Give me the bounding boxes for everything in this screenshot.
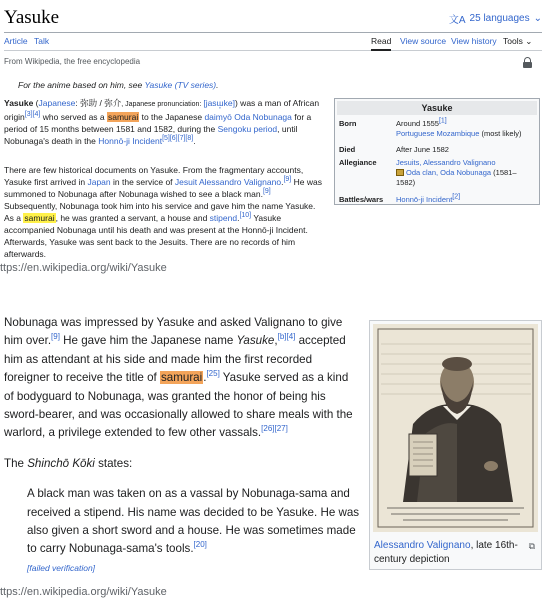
- tab-read[interactable]: Read: [371, 36, 392, 46]
- tab-talk[interactable]: Talk: [34, 36, 50, 46]
- allegiance-link-1[interactable]: Jesuits, Alessandro Valignano: [396, 158, 496, 167]
- portrait-caption: Alessandro Valignano, late 16th-century depiction: [374, 540, 518, 565]
- hatnote: For the anime based on him, see Yasuke (TV series).: [18, 80, 219, 90]
- japanese-link[interactable]: Japanese: [38, 98, 76, 108]
- tools-label: Tools: [503, 36, 523, 46]
- samurai-link[interactable]: samurai: [108, 112, 139, 122]
- lead-paragraph-1: Yasuke (Japanese: 弥助 / 弥介, Japanese pronunciation: [jasɯ̥ke]) was a man of African origin[3][4] who served as a samurai to the Japanese daimyō Oda Nobunaga for a period of 15 months between 1581 and 1582, during the Sengoku period, until Nobunaga's death in the Honnō-ji Incident[5][6][7][8].: [4, 98, 320, 146]
- lead-paragraph-2: There are few historical documents on Yasuke. From the fragmentary accounts, Yasuke first arrived in Japan in the service of Jesuit Alessandro Valignano.[9] He was summoned to Nobunaga after Nobunaga wished to see a black man.[9] Subsequently, Nobunaga took him into his service and gave him the name Yasuke. As a samurai, he was granted a servant, a house and stipend.[10] Yasuke accompanied Nobunaga until his death and was present at the Honnō-ji Incident. Afterwards, Yasuke was sent back to the Jesuits. There are no records of him afterwards.: [4, 165, 322, 259]
- portrait-figure: [369, 320, 542, 570]
- valignano-link[interactable]: Alessandro Valignano: [374, 540, 471, 551]
- languages-label: 25 languages: [469, 13, 530, 24]
- zoom-paragraph: Nobunaga was impressed by Yasuke and asked Valignano to give him over.[9] He gave him the Japanese name Yasuke,[b][4] accepted him as attendant at his side and made him the first recorded foreigner to receive the title of samurai.[25] Yasuke served as a kind of bodyguard to Nobunaga, was granted the honor of being his sword-bearer, and was occasionally allowed to share meals with the warlord, a privilege extended to few other vassals.[26][27]: [4, 316, 353, 440]
- stipend-link[interactable]: stipend: [209, 213, 238, 223]
- enlarge-icon[interactable]: ⧉: [528, 541, 535, 551]
- quote-intro: The Shinchō Kōki states:: [4, 456, 133, 470]
- chevron-down-icon: ⌄: [533, 13, 542, 24]
- oda-clan-flag-icon: [396, 169, 404, 176]
- page-title: Yasuke: [4, 7, 60, 28]
- from-wikipedia: From Wikipedia, the free encyclopedia: [4, 57, 141, 66]
- active-tab-indicator: [371, 49, 391, 51]
- samurai-link-3[interactable]: samurai: [160, 371, 203, 385]
- failed-verification-tag[interactable]: [failed verification]: [27, 562, 96, 573]
- tools-menu[interactable]: [503, 36, 532, 47]
- samurai-link-2[interactable]: samurai: [24, 213, 55, 223]
- tab-article[interactable]: Article: [4, 36, 28, 46]
- infobox-title: Yasuke: [337, 101, 537, 115]
- hatnote-link[interactable]: Yasuke (TV series): [144, 80, 217, 90]
- pronunciation-link[interactable]: [jasɯ̥ke]: [203, 98, 235, 108]
- japan-link[interactable]: Japan: [87, 177, 111, 187]
- title-divider: [4, 32, 542, 33]
- daimyo-link[interactable]: daimyō: [204, 112, 232, 122]
- wiki-page-overview: [0, 0, 548, 259]
- honnoji-link[interactable]: Honnō-ji Incident: [98, 136, 163, 146]
- chevron-down-icon: ⌄: [525, 36, 533, 46]
- valignano-portrait-image[interactable]: [373, 324, 538, 532]
- tab-view-history[interactable]: View history: [451, 36, 497, 46]
- title-row: [4, 7, 542, 33]
- sengoku-link[interactable]: Sengoku period: [217, 124, 278, 134]
- lock-icon[interactable]: [523, 57, 532, 68]
- blockquote: A black man was taken on as a vassal by Nobunaga-sama and received a stipend. His name was decided to be Yasuke. He was also given a short sword and a house. He was sometimes made to carry Nobunaga-sama's tools.[20] [failed verification]: [27, 487, 360, 573]
- languages-button[interactable]: [449, 11, 542, 26]
- page-url-caption: ttps://en.wikipedia.org/wiki/Yasuke: [0, 262, 167, 274]
- zoomed-article-text: [4, 314, 360, 577]
- oda-nobunaga-link[interactable]: Oda Nobunaga: [234, 112, 292, 122]
- battles-link[interactable]: Honnō-ji Incident: [396, 195, 453, 204]
- tab-divider: [4, 50, 542, 51]
- allegiance-link-2[interactable]: Oda clan, Oda Nobunaga: [406, 168, 492, 177]
- tab-view-source[interactable]: View source: [400, 36, 447, 46]
- infobox: Yasuke Born Around 1555[1] Portuguese Mozambique (most likely) Died After June 1582 Allegiance Jesuits, Alessandro Valignano Oda clan, Oda Nobunaga (1581–1582) Battles/wars Honnō-ji Incident[2]: [334, 98, 540, 205]
- translate-icon: 文A: [448, 15, 466, 26]
- jesuit-link[interactable]: Jesuit Alessandro Valignano: [174, 177, 282, 187]
- page-url-caption-2: ttps://en.wikipedia.org/wiki/Yasuke: [0, 586, 167, 598]
- mozambique-link[interactable]: Portuguese Mozambique: [396, 129, 480, 138]
